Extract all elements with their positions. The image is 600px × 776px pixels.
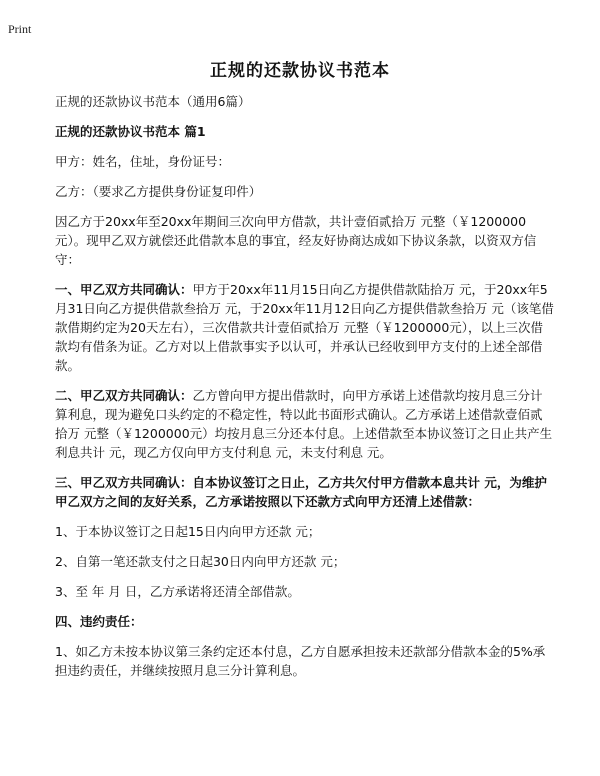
document-subtitle: 正规的还款协议书范本（通用6篇） [55,94,251,109]
repayment-item-3: 3、至 年 月 日，乙方承诺将还清全部借款。 [55,584,300,599]
party-a-line: 甲方：姓名，住址，身份证号： [55,154,231,169]
intro-paragraph: 因乙方于20xx年至20xx年期间三次向甲方借款，共计壹佰贰拾万 元整（￥1200000元）。现甲乙双方就偿还此借款本息的事宜，经友好协商达成如下协议条款，以资双方信守： [55,214,537,267]
clause-1-text: 甲方于20xx年11月15日向乙方提供借款陆拾万 元，于20xx年5月31日向乙方提供借款叁拾万 元，于20xx年11月12日向乙方提供借款叁拾万 元（该笔借款借期约定为20天左右），三次借款共计壹佰贰拾万 元整（￥1200000元），以上三次借款均有借条为证。乙方对以上借款事实予以认可，并承认已经收到甲方支付的上述全部借款。 [55,282,554,373]
print-link[interactable]: Print [8,22,32,36]
clause-3-text: 自本协议签订之日止，乙方共欠付甲方借款本息共计 元，为维护甲乙双方之间的友好关系，乙方承诺按照以下还款方式向甲方还清上述借款： [55,475,547,509]
clause-2-text: 乙方曾向甲方提出借款时，向甲方承诺上述借款均按月息三分计算利息，现为避免口头约定的不稳定性，特以此书面形式确认。乙方承诺上述借款壹佰贰拾万 元整（￥1200000元）均按月息三分还本付息。上述借款至本协议签订之日止共产生利息共计 元，现乙方仅向甲方支付利息 元，未支付利息 元。 [55,388,553,460]
clause-3 [55,473,554,511]
section-heading: 正规的还款协议书范本 篇1 [55,124,206,139]
clause-3-heading: 三、甲乙双方共同确认： [55,475,193,490]
document-title: 正规的还款协议书范本 [210,61,390,81]
clause-2 [55,386,554,462]
clause-2-heading: 二、甲乙双方共同确认： [55,388,193,403]
repayment-item-2: 2、自第一笔还款支付之日起30日内向甲方还款 元； [55,554,346,569]
liability-item-1: 1、如乙方未按本协议第三条约定还本付息，乙方自愿承担按未还款部分借款本金的5%承担违约责任，并继续按照月息三分计算利息。 [55,644,546,678]
party-b-line: 乙方：（要求乙方提供身份证复印件） [55,184,262,199]
clause-4-heading: 四、违约责任： [55,614,143,629]
repayment-item-1: 1、于本协议签订之日起15日内向甲方还款 元； [55,524,321,539]
document-body [55,92,554,691]
clause-1-heading: 一、甲乙双方共同确认： [55,282,193,297]
clause-1 [55,280,554,375]
